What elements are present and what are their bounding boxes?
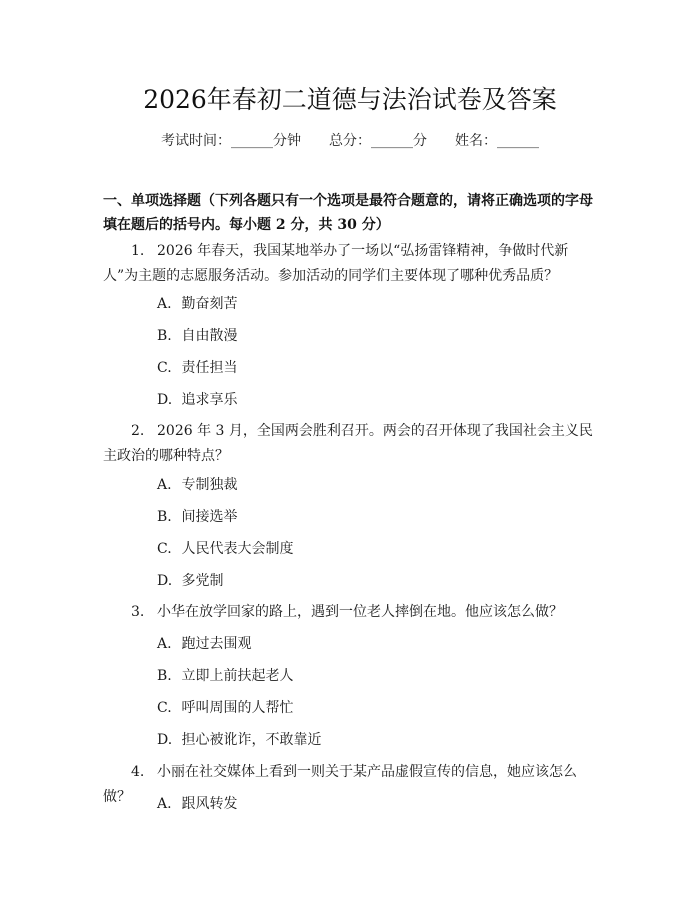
option-letter: D. [157,732,173,748]
question-number: 1. [131,243,145,259]
question-text: 小华在放学回家的路上，遇到一位老人摔倒在地。他应该怎么做？ [157,604,563,620]
option-text: 担心被讹诈，不敢靠近 [181,732,322,748]
option-text: 勤奋刻苦 [181,296,238,312]
option-3c [157,698,557,718]
option-text: 专制独裁 [181,477,238,493]
question-1 [103,239,603,289]
name-label: 姓名：______ [455,133,539,149]
option-letter: A. [157,636,172,652]
option-text: 人民代表大会制度 [181,541,294,557]
option-1c [157,358,557,378]
option-letter: C. [157,541,172,557]
option-letter: B. [157,328,172,344]
option-text: 呼叫周围的人帮忙 [181,700,294,716]
total-score-label: 总分：______分 [329,133,427,149]
option-letter: D. [157,573,173,589]
option-text: 追求享乐 [181,392,238,408]
option-letter: B. [157,668,172,684]
option-4a [157,794,557,814]
exam-time-label: 考试时间：______分钟 [161,133,301,149]
question-text: 2026 年 3 月，全国两会胜利召开。两会的召开体现了我国社会主义民主政治的哪种特点？ [103,423,593,464]
question-2 [103,419,603,469]
section-heading: 一、单项选择题（下列各题只有一个选项是最符合题意的，请将正确选项的字母填在题后的括号内。每小题 2 分，共 30 分） [103,193,593,233]
option-2b [157,507,557,527]
question-text: 小丽在社交媒体上看到一则关于某产品虚假宣传的信息，她应该怎么做？ [103,764,577,805]
option-text: 多党制 [181,573,224,589]
option-text: 跟风转发 [181,796,238,812]
option-text: 跑过去围观 [181,636,252,652]
option-3a [157,634,557,654]
option-letter: A. [157,796,172,812]
option-3d [157,730,557,750]
question-number: 3. [131,604,145,620]
question-number: 4. [131,764,145,780]
option-1a [157,294,557,314]
option-text: 自由散漫 [181,328,238,344]
option-text: 立即上前扶起老人 [181,668,294,684]
option-letter: D. [157,392,173,408]
question-number: 2. [131,423,145,439]
option-text: 间接选举 [181,509,238,525]
option-3b [157,666,557,686]
option-text: 责任担当 [181,360,238,376]
option-letter: A. [157,477,172,493]
option-letter: C. [157,360,172,376]
option-2a [157,475,557,495]
option-2c [157,539,557,559]
option-1d [157,390,557,410]
option-2d [157,571,557,591]
option-letter: C. [157,700,172,716]
option-letter: B. [157,509,172,525]
page-title: 2026年春初二道德与法治试卷及答案 [143,85,557,114]
question-3 [103,600,603,625]
option-1b [157,326,557,346]
exam-meta [0,131,700,151]
question-text: 2026 年春天，我国某地举办了一场以“弘扬雷锋精神，争做时代新人”为主题的志愿服务活动。参加活动的同学们主要体现了哪种优秀品质？ [103,243,569,284]
option-letter: A. [157,296,172,312]
